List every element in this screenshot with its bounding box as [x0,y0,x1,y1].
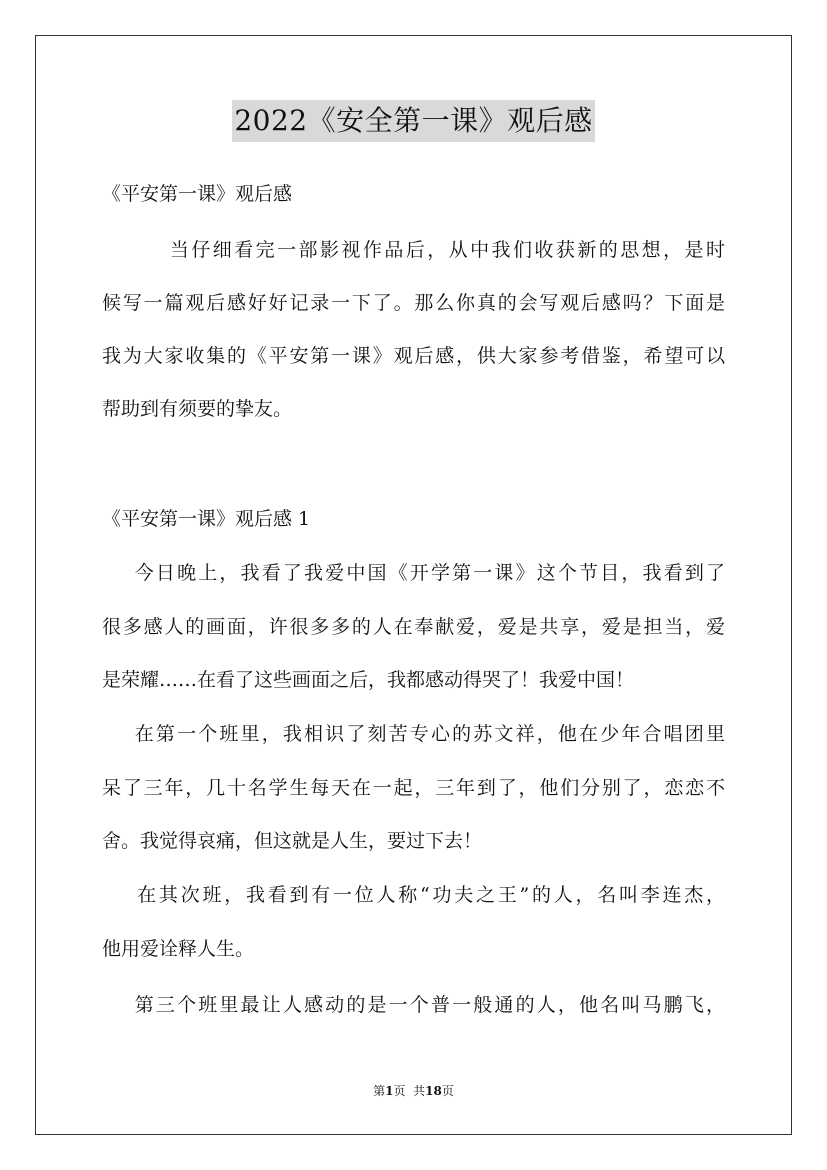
paragraph-line: 是荣耀……在看了这些画面之后，我都感动得哭了！我爱中国！ [102,669,635,691]
footer-mid: 页 共 [393,1084,426,1098]
paragraph-line: 候写一篇观后感好好记录一下了。那么你真的会写观后感吗？下面是 [102,292,725,314]
paragraph-line: 很多感人的画面，许很多多的人在奉献爱，爱是共享，爱是担当，爱 [102,616,725,638]
paragraph-line: 我为大家收集的《平安第一课》观后感，供大家参考借鉴，希望可以 [102,345,725,367]
section-heading: 《平安第一课》观后感 1 [102,508,311,530]
paragraph-line: 今日晚上，我看了我爱中国《开学第一课》这个节目，我看到了 [102,562,725,584]
current-page-number: 1 [385,1084,394,1098]
section-heading: 《平安第一课》观后感 [102,183,293,205]
footer-prefix: 第 [373,1084,386,1098]
total-pages-number: 18 [425,1084,442,1098]
paragraph-line: 在其次班，我看到有一位人称“功夫之王”的人，名叫李连杰， [102,884,725,906]
title-container [0,100,827,142]
page-footer [0,1083,827,1099]
paragraph-line: 呆了三年，几十名学生每天在一起，三年到了，他们分别了，恋恋不 [102,777,725,799]
paragraph-line: 舍。我觉得哀痛，但这就是人生，要过下去！ [102,830,483,852]
paragraph-line: 当仔细看完一部影视作品后，从中我们收获新的思想，是时 [102,239,725,261]
paragraph-line: 在第一个班里，我相识了刻苦专心的苏文祥，他在少年合唱团里 [102,723,725,745]
document-title: 2022《安全第一课》观后感 [232,100,594,142]
paragraph-line: 帮助到有须要的挚友。 [102,398,293,420]
paragraph-line: 他用爱诠释人生。 [102,938,255,960]
paragraph-line: 第三个班里最让人感动的是一个普一般通的人，他名叫马鹏飞， [102,994,725,1016]
footer-suffix: 页 [441,1084,454,1098]
